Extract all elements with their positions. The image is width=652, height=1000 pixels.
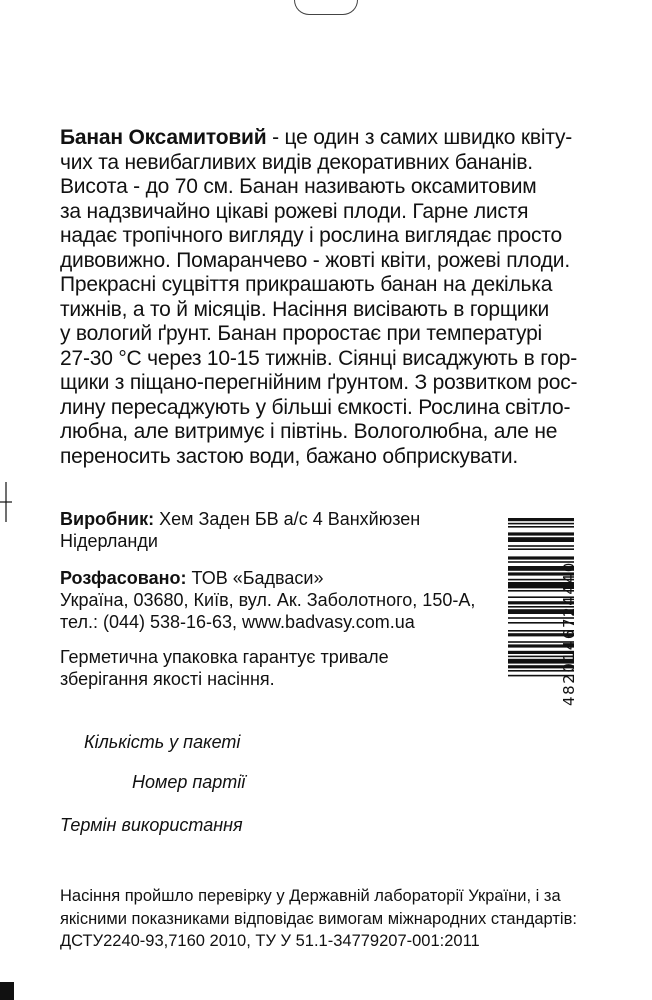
description-line: щики з піщано-перегнійним ґрунтом. З розвитком рос- (60, 371, 578, 394)
producer-info (60, 508, 500, 552)
packer-info (60, 567, 500, 633)
footer-line-3: ДСТУ2240-93,7160 2010, ТУ У 51.1-34779207-001:2011 (60, 932, 480, 950)
description-line: у вологий ґрунт. Банан проростає при температурі (60, 322, 543, 345)
footer-line-1: Насіння пройшло перевірку у Державній лабораторії України, і за (60, 887, 561, 905)
description-line: дивовижно. Помаранчево - жовті квіти, рожеві плоди. (60, 248, 570, 272)
description-line: Прекрасні суцвіття прикрашають банан на декілька (60, 273, 553, 296)
barcode-bar (508, 537, 574, 542)
description-line: 27-30 °С через 10-15 тижнів. Сіянці висаджують в гор- (60, 346, 578, 370)
barcode-digits: 4820146724440 (560, 561, 578, 706)
description-line-1: Банан Оксамитовий - це один з самих швидко квіту- (60, 126, 573, 149)
storage-line-1: Герметична упаковка гарантує тривале (60, 647, 389, 667)
product-description (60, 126, 600, 469)
description-line: тижнів, а то й місяців. Насіння висівають в горщики (60, 297, 549, 321)
packer-contacts: тел.: (044) 538-16-63, www.badvasy.com.ua (60, 612, 415, 632)
barcode-bar (508, 532, 574, 535)
description-line: чих та невибагливих видів декоративних бананів. (60, 150, 533, 174)
packer-address: Україна, 03680, Київ, вул. Ак. Заболотного, 150-А, (60, 590, 476, 610)
hang-tab (294, 0, 358, 15)
producer-label: Виробник: (60, 509, 155, 529)
product-title: Банан Оксамитовий (60, 126, 267, 149)
packer-name: ТОВ «Бадваси» (186, 568, 324, 588)
packer-label: Розфасовано: (60, 568, 187, 588)
footer-line-2: якісними показниками відповідає вимогам міжнародних стандартів: (60, 909, 577, 928)
quantity-field-label: Кількість у пакеті (84, 732, 241, 752)
barcode-bar (508, 548, 574, 550)
barcode-bar (508, 526, 574, 528)
batch-field-label: Номер партії (132, 772, 246, 792)
barcode-bar (508, 545, 574, 547)
expiry-field-label: Термін використання (60, 815, 243, 835)
description-line: переносить застою води, бажано обприскувати. (60, 444, 519, 468)
storage-line-2: зберігання якості насіння. (60, 669, 275, 689)
description-line: любна, але витримує і півтінь. Вологолюбна, але не (60, 420, 558, 443)
description-line: Висота - до 70 см. Банан називають оксамитовим (60, 175, 537, 198)
barcode-bar (508, 556, 574, 559)
producer-name: Хем Заден БВ а/с 4 Ванхйюзен (154, 509, 421, 529)
corner-mark (0, 982, 14, 1000)
description-line: лину пересаджують у більші ємкості. Рослина світло- (60, 395, 571, 419)
crop-mark (0, 482, 12, 522)
certification-footer (60, 885, 600, 953)
description-line: надає тропічного вигляду і рослина виглядає просто (60, 224, 562, 247)
description-line: за надзвичайно цікаві рожеві плоди. Гарне листя (60, 199, 529, 223)
barcode-bar (508, 523, 574, 525)
storage-note (60, 646, 500, 690)
producer-country: Нідерланди (60, 531, 158, 551)
barcode-bar (508, 518, 574, 521)
